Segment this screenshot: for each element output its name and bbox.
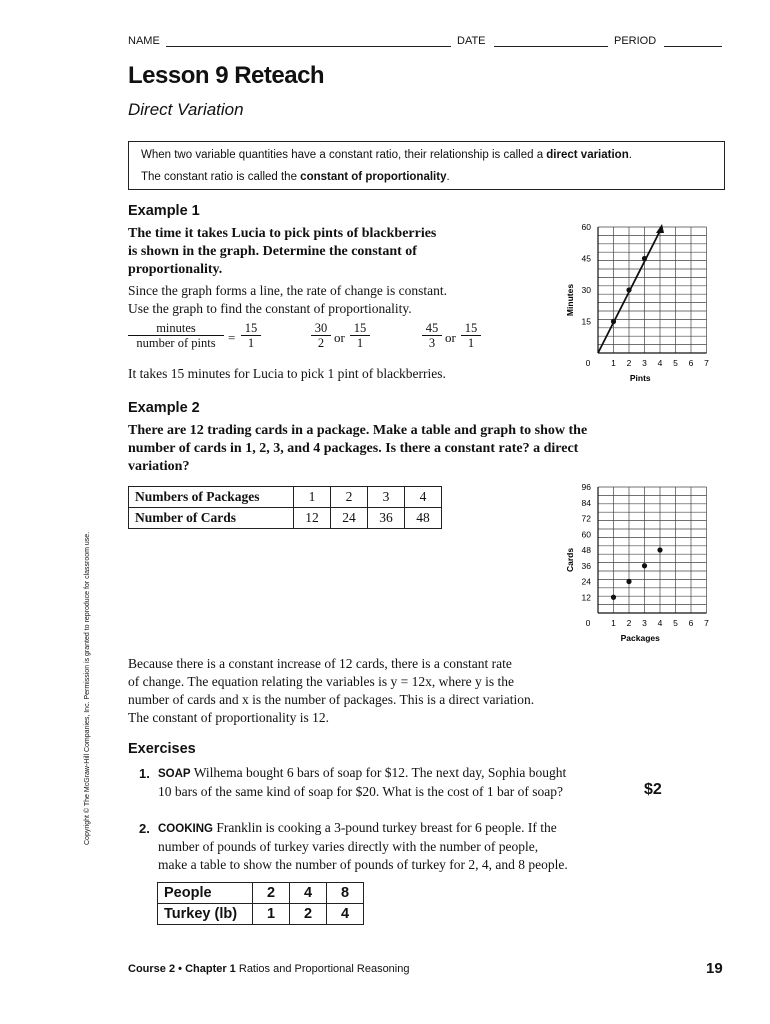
line-arrowhead [656,224,664,233]
period-field-line[interactable] [664,46,722,47]
x-tick-label: 1 [611,358,616,368]
ratio-fraction-3: $\frac{15}{1}$ [350,322,370,350]
ratio-or-1: or [334,330,345,345]
x-tick-label: 2 [626,358,632,368]
packages-cards-table [128,486,442,529]
x-tick-label: 7 [704,358,709,368]
table-cell[interactable]: 1 [253,904,290,925]
x-tick-label: 6 [688,358,694,368]
example1-explanation: Since the graph forms a line, the rate of change is constant. Use the graph to find the constant of proportionality. [128,283,448,316]
example1-conclusion: It takes 15 minutes for Lucia to pick 1 pint of blackberries. [128,366,446,381]
exercise-1-text: SOAP Wilhema bought 6 bars of soap for $12. The next day, Sophia bought 10 bars of the same kind of soap for $20. What is the cost of 1 bar of soap? [158,765,567,799]
table-cell: 3 [368,487,405,508]
ratio-fraction-5: $\frac{15}{1}$ [461,322,481,350]
x-tick-label: 5 [673,618,678,628]
table-cell[interactable]: 4 [327,904,364,925]
y-tick-label: 12 [581,592,591,603]
table-cell: 36 [368,508,405,529]
table-row-label: Number of Cards [129,508,294,529]
example1-prompt: The time it takes Lucia to pick pints of blackberries is shown in the graph. Determine the constant of proportionality. [128,226,437,277]
x-tick-label: 0 [585,618,591,628]
y-tick-label: 60 [581,529,591,540]
y-tick-label: 30 [581,285,591,295]
ratio-label-fraction: minutes number of pints [128,322,224,350]
table-cell: 24 [331,508,368,529]
definition-line-2: The constant ratio is called the constant of proportionality. [141,171,450,183]
x-tick-label: 3 [642,618,647,628]
table-cell[interactable]: 2 [253,883,290,904]
ratio-fraction-2: $\frac{30}{2}$ [311,322,331,350]
x-tick-label: 6 [688,618,694,628]
table-cell[interactable]: 2 [290,904,327,925]
footer-course: Course 2 • Chapter 1 Ratios and Proportional Reasoning [128,963,410,975]
y-tick-label: 96 [581,482,591,492]
definition-line-1: When two variable quantities have a constant ratio, their relationship is called a direct variation. [141,149,632,161]
exercise-2-text: COOKING Franklin is cooking a 3-pound turkey breast for 6 people. If the number of pounds of turkey varies directly with the number of people, make a table to show the number of pounds of turkey for 2, 4, and 8 people. [158,820,568,872]
table-row [158,904,364,925]
copyright-notice: Copyright © The McGraw-Hill Companies, Inc. Permission is granted to reproduce for classroom use. [84,531,91,845]
table-row [158,883,364,904]
definition-box [128,141,725,190]
exercise-1-number: 1. [139,766,150,781]
x-tick-label: 1 [611,618,616,628]
date-field-line[interactable] [494,46,608,47]
exercise-2-number: 2. [139,821,150,836]
data-point [611,595,616,600]
y-axis-label: Cards [565,547,575,573]
x-axis-label: Packages [620,633,660,643]
exercise-2-keyword: COOKING [158,823,213,835]
data-point [642,256,647,261]
y-tick-label: 72 [581,513,591,524]
x-axis-label: Pints [629,373,651,383]
table-row [129,487,442,508]
turkey-table[interactable] [157,882,364,925]
y-axis-label: Minutes [565,283,575,317]
ratio-fraction-4: $\frac{45}{3}$ [422,322,442,350]
table-cell: 12 [294,508,331,529]
cards-packages-graph [560,478,720,650]
exercise-1-keyword: SOAP [158,768,191,780]
date-label: DATE [457,35,486,47]
y-tick-label: 15 [581,316,591,327]
ratio-or-2: or [445,330,456,345]
name-label: NAME [128,35,160,47]
y-tick-label: 84 [581,497,591,508]
example1-heading: Example 1 [128,203,200,219]
x-tick-label: 4 [657,618,663,628]
y-tick-label: 45 [581,253,591,264]
period-label: PERIOD [614,35,657,47]
table-cell[interactable]: 8 [327,883,364,904]
y-tick-label: 48 [581,545,591,555]
name-field-line[interactable] [166,46,451,47]
table-cell: 4 [405,487,442,508]
data-point [626,287,631,292]
table-cell: 1 [294,487,331,508]
ratio-fraction-1: $\frac{15}{1}$ [241,322,261,350]
ratio-equals: = [228,330,236,345]
table-row [129,508,442,529]
y-tick-label: 36 [581,560,591,571]
table-row-label: People [158,883,253,904]
exercise-1-answer[interactable]: $2 [644,781,662,798]
example2-prompt: There are 12 trading cards in a package. Make a table and graph to show the number of cards in 1, 2, 3, and 4 packages. Is there a constant rate? a direct variation? [128,423,588,474]
minutes-pints-graph [560,218,720,390]
example2-heading: Example 2 [128,400,200,416]
x-tick-label: 5 [673,358,678,368]
table-row-label: Numbers of Packages [129,487,294,508]
x-tick-label: 2 [626,618,632,628]
table-row-label: Turkey (lb) [158,904,253,925]
example2-explanation: Because there is a constant increase of 12 cards, there is a constant rate of change. The equation relating the variables is y = 12x, where y is the number of cards and x is the number of packages. This is a direct variation. The constant of proportionality is 12. [128,656,535,725]
table-cell[interactable]: 4 [290,883,327,904]
x-tick-label: 4 [657,358,663,368]
y-tick-label: 24 [581,576,591,587]
data-point [657,547,662,552]
table-cell: 2 [331,487,368,508]
page-number: 19 [706,960,723,977]
page-subtitle: Direct Variation [128,100,244,119]
y-tick-label: 60 [581,222,591,232]
x-tick-label: 7 [704,618,709,628]
data-point [626,579,631,584]
data-point [642,563,647,568]
data-point [611,319,616,324]
x-tick-label: 3 [642,358,647,368]
page-title: Lesson 9 Reteach [128,62,325,89]
x-tick-label: 0 [585,358,591,368]
table-cell: 48 [405,508,442,529]
exercises-heading: Exercises [128,741,196,757]
